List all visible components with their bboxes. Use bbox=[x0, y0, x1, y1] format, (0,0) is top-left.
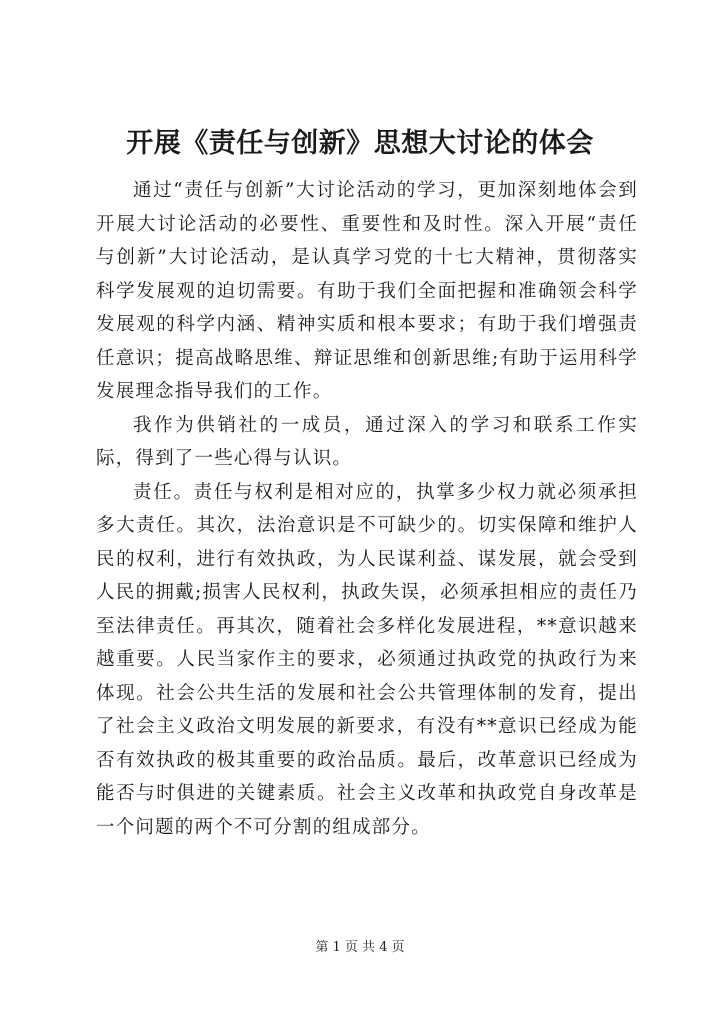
document-title: 开展《责任与创新》思想大讨论的体会 bbox=[126, 128, 594, 159]
page-number: 第 1 页 共 4 页 bbox=[315, 940, 405, 955]
paragraph-personal: 我作为供销社的一成员，通过深入的学习和联系工作实际，得到了一些心得与认识。 bbox=[96, 414, 638, 469]
document-body bbox=[96, 174, 638, 844]
paragraph-intro: 通过“责任与创新”大讨论活动的学习，更加深刻地体会到开展大讨论活动的必要性、重要性和及时性。深入开展“责任与创新”大讨论活动，是认真学习党的十七大精神，贯彻落实科学发展观的迫切需要。有助于我们全面把握和准确领会科学发展观的科学内涵、精神实质和根本要求；有助于我们增强责任意识；提高战略思维、辩证思维和创新思维;有助于运用科学发展理念指导我们的工作。 bbox=[96, 180, 638, 402]
paragraph-responsibility: 责任。责任与权利是相对应的，执掌多少权力就必须承担多大责任。其次，法治意识是不可缺少的。切实保障和维护人民的权利，进行有效执政，为人民谋利益、谋发展，就会受到人民的拥戴;损害人民权利，执政失误，必须承担相应的责任乃至法律责任。再其次，随着社会多样化发展进程，**意识越来越重要。人民当家作主的要求，必须通过执政党的执政行为来体现。社会公共生活的发展和社会公共管理体制的发育，提出了社会主义政治文明发展的新要求，有没有**意识已经成为能否有效执政的极其重要的政治品质。最后，改革意识已经成为能否与时俱进的关键素质。社会主义改革和执政党自身改革是一个问题的两个不可分割的组成部分。 bbox=[96, 481, 638, 838]
